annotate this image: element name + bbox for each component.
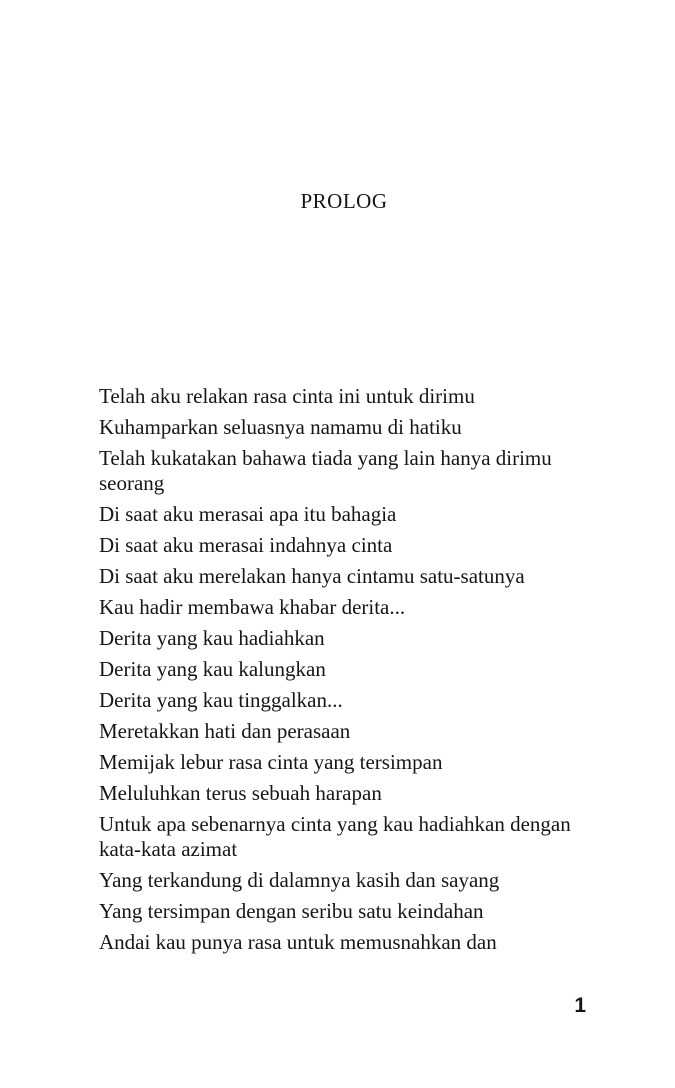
poem-line: Kuhamparkan seluasnya namamu di hatiku — [99, 415, 462, 439]
poem-line: Untuk apa sebenarnya cinta yang kau hadiahkan dengan kata-kata azimat — [99, 812, 571, 861]
poem-line: Yang terkandung di dalamnya kasih dan sayang — [99, 868, 500, 892]
poem-line: Derita yang kau kalungkan — [99, 657, 326, 681]
poem-body — [99, 384, 589, 955]
poem-line: Telah kukatakan bahawa tiada yang lain hanya dirimu seorang — [99, 446, 552, 495]
poem-line: Meluluhkan terus sebuah harapan — [99, 781, 382, 805]
poem-line: Telah aku relakan rasa cinta ini untuk dirimu — [99, 384, 475, 408]
page-number: 1 — [574, 994, 586, 1017]
poem-line: Andai kau punya rasa untuk memusnahkan dan — [99, 930, 497, 954]
poem-line: Derita yang kau tinggalkan... — [99, 688, 343, 712]
poem-line: Derita yang kau hadiahkan — [99, 626, 325, 650]
poem-line: Di saat aku merelakan hanya cintamu satu-satunya — [99, 564, 525, 588]
poem-line: Kau hadir membawa khabar derita... — [99, 595, 406, 619]
poem-line: Di saat aku merasai indahnya cinta — [99, 533, 393, 557]
poem-line: Memijak lebur rasa cinta yang tersimpan — [99, 750, 443, 774]
poem-line: Meretakkan hati dan perasaan — [99, 719, 351, 743]
poem-line: Yang tersimpan dengan seribu satu keindahan — [99, 899, 484, 923]
chapter-heading: PROLOG — [300, 189, 388, 213]
poem-line: Di saat aku merasai apa itu bahagia — [99, 502, 397, 526]
